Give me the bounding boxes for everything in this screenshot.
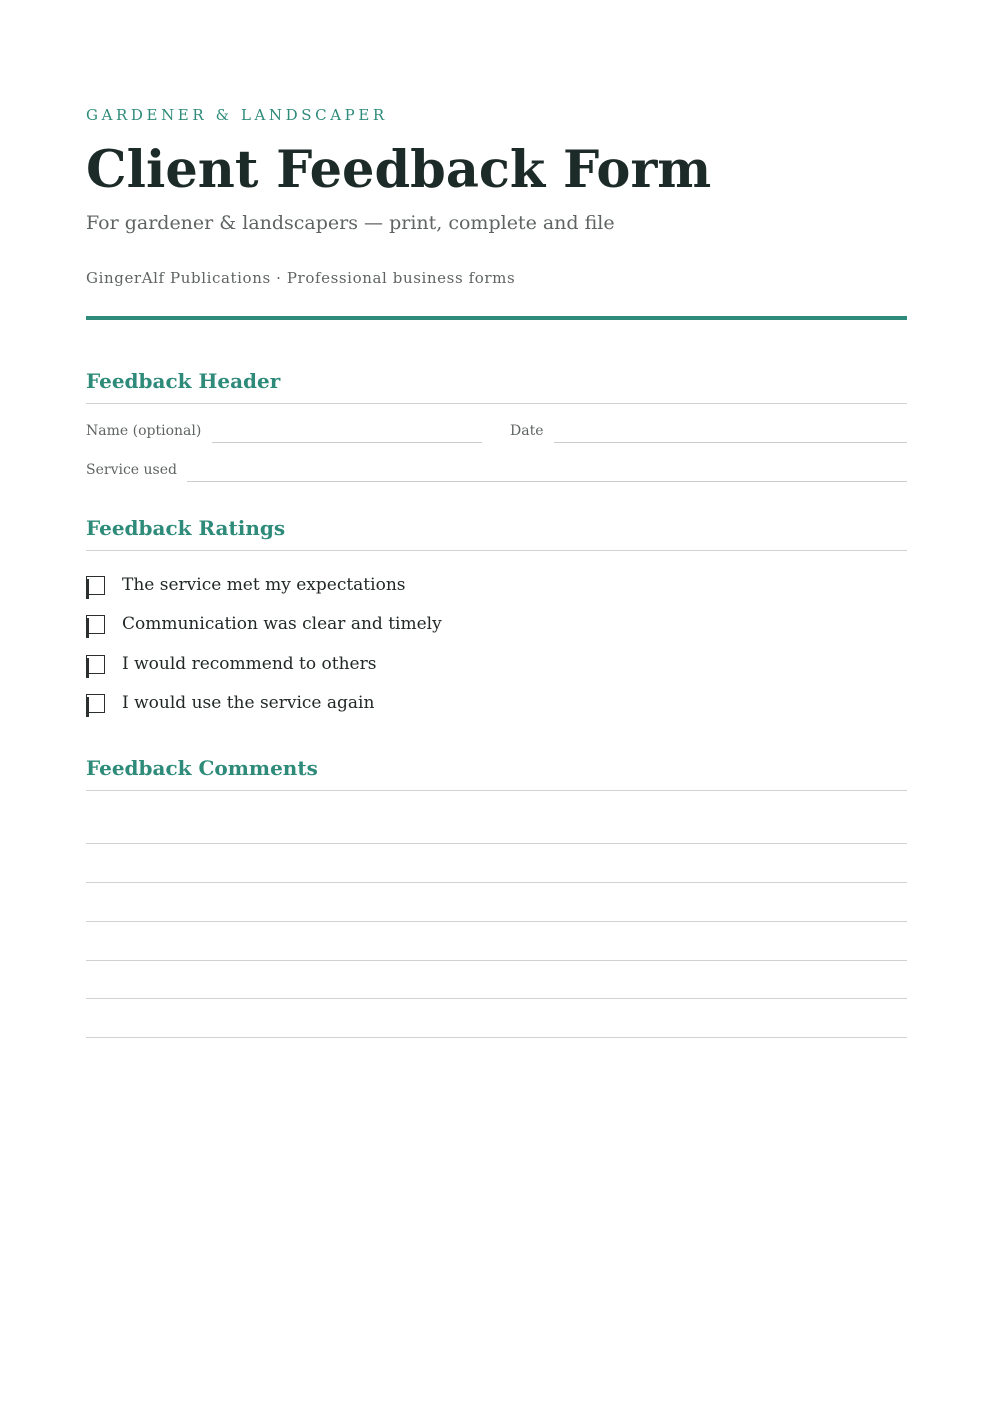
section-title-feedback-ratings: Feedback Ratings [86,516,286,540]
rating-item [86,693,907,717]
comment-line[interactable] [86,921,907,922]
name-field-label: Name (optional) [86,423,202,439]
rating-label: I would recommend to others [122,654,377,674]
comment-line[interactable] [86,998,907,999]
rating-checkbox[interactable] [86,576,105,595]
section-title-feedback-comments: Feedback Comments [86,756,318,780]
rating-label: The service met my expectations [122,575,406,595]
section-divider [86,403,907,404]
rating-item [86,654,907,678]
rating-checkbox[interactable] [86,694,105,713]
publisher-line: GingerAlf Publications · Professional business forms [86,269,516,287]
accent-divider [86,316,907,320]
rating-checkbox[interactable] [86,655,105,674]
rating-label: Communication was clear and timely [122,614,442,634]
rating-item [86,575,907,599]
date-field-label: Date [510,423,544,439]
page-subtitle: For gardener & landscapers — print, complete and file [86,212,615,234]
name-field[interactable] [212,442,482,443]
field-row-name-date [86,423,907,445]
comment-line[interactable] [86,960,907,961]
rating-label: I would use the service again [122,693,375,713]
rating-checkbox[interactable] [86,615,105,634]
field-row-service [86,462,907,484]
service-field-label: Service used [86,462,177,478]
comment-line[interactable] [86,843,907,844]
rating-item [86,614,907,638]
service-field[interactable] [187,481,907,482]
page-title: Client Feedback Form [86,140,712,200]
section-divider [86,550,907,551]
section-divider [86,790,907,791]
section-title-feedback-header: Feedback Header [86,369,281,393]
comment-line[interactable] [86,882,907,883]
date-field[interactable] [554,442,907,443]
category-eyebrow: GARDENER & LANDSCAPER [86,106,388,124]
comment-line[interactable] [86,1037,907,1038]
